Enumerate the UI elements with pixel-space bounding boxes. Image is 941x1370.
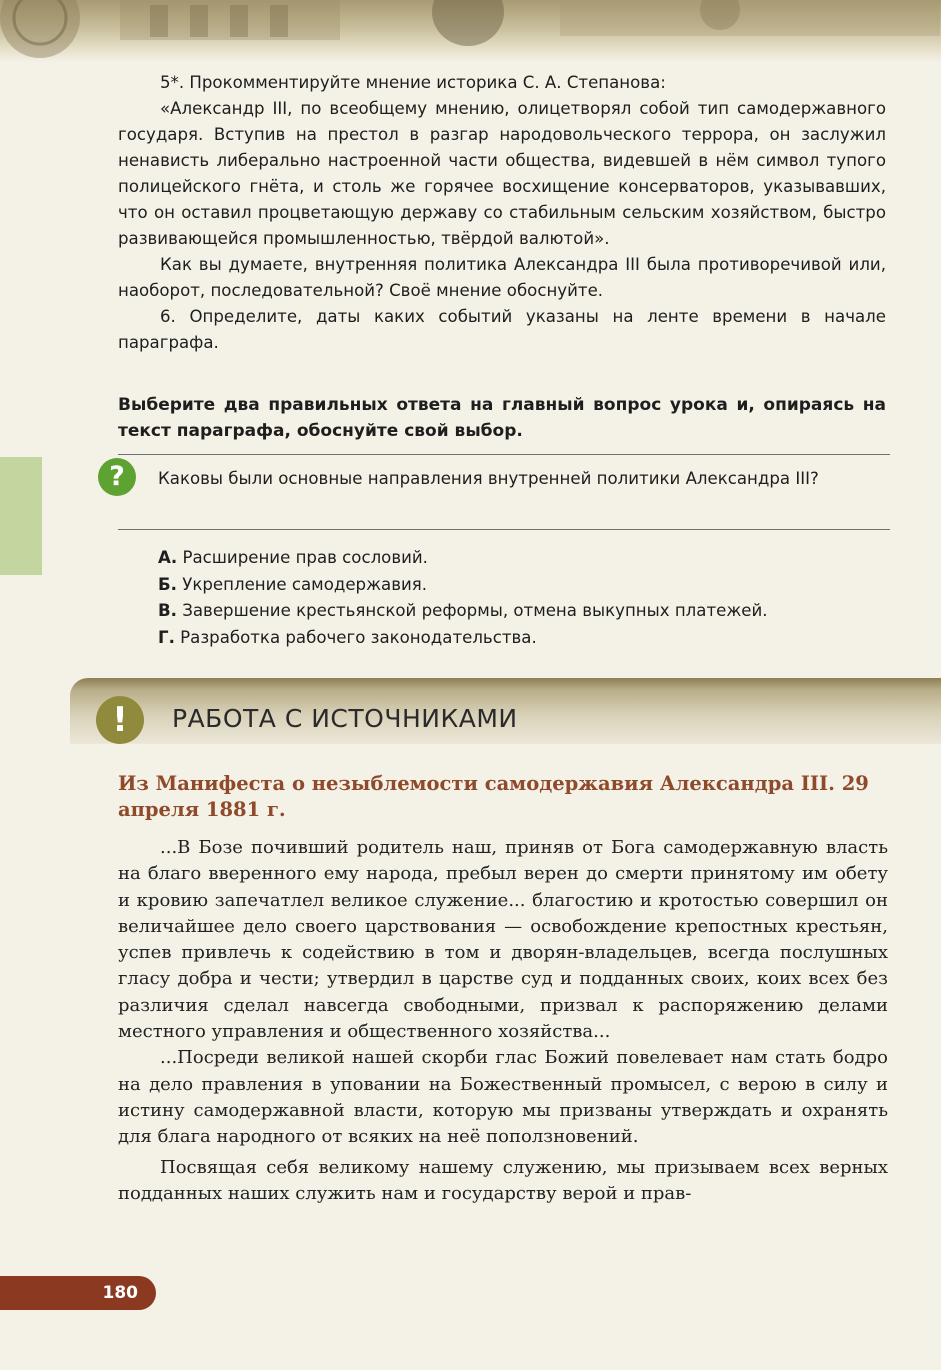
exclamation-icon: ! [96, 696, 144, 744]
answer-letter: Б. [158, 574, 177, 594]
answer-option [158, 545, 768, 572]
answer-text: Расширение прав сословий. [182, 548, 428, 567]
header-banner-image [0, 0, 941, 62]
answer-text: Разработка рабочего законодательства. [180, 627, 537, 647]
main-question: Каковы были основные направления внутренней политики Александра III? [158, 469, 819, 488]
choose-instruction-text: Выберите два правильных ответа на главный вопрос урока и, опираясь на текст параграфа, обоснуйте свой выбор. [118, 395, 886, 441]
source-paragraph: ...Посреди великой нашей скорби глас Божий повелевает нам стать бодро на дело правления в уповании на Божественный промысел, с верою в силу и истину самодержавной власти, которую мы призваны утверждать и охранять для блага народного от всяких на неё поползновений. [118, 1047, 888, 1148]
source-title: Из Манифеста о незыблемости самодержавия Александра III. 29 апреля 1881 г. [118, 772, 869, 821]
answer-letter: А. [158, 548, 178, 567]
answer-option [158, 625, 768, 652]
question-6: 6. Определите, даты каких событий указаны на ленте времени в начале параграфа. [118, 307, 886, 352]
question-5-quote: «Александр III, по всеобщему мнению, олицетворял собой тип самодержавного государя. Вступив на престол в разгар народовольческого террора, он заслужил ненависть либерально настроенной части общества, видевшей в нём символ тупого полицейского гнёта, и столь же горячее восхищение консерваторов, указывавших, что он оставил процветающую державу со стабильным сельским хозяйством, быстро развивающейся промышленностью, твёрдой валютой». [118, 99, 886, 248]
section-title: РАБОТА С ИСТОЧНИКАМИ [172, 704, 518, 733]
choose-instruction [0, 392, 941, 444]
answer-text: Завершение крестьянской реформы, отмена выкупных платежей. [182, 601, 768, 621]
divider-top [118, 454, 890, 455]
answer-list [158, 545, 768, 651]
answer-option [158, 572, 768, 599]
question-5-intro: 5*. Прокомментируйте мнение историка С. А. Степанова: [160, 73, 666, 92]
decorative-collage [0, 0, 941, 62]
side-tab [0, 457, 42, 575]
question-5-task: Как вы думаете, внутренняя политика Александра III была противоречивой или, наоборот, последовательной? Своё мнение обоснуйте. [118, 255, 886, 300]
answer-text: Укрепление самодержавия. [182, 574, 428, 594]
answer-letter: В. [158, 601, 177, 621]
page-number: 180 [102, 1283, 138, 1303]
answer-option [158, 598, 768, 625]
divider-bottom [118, 529, 890, 530]
page-number-tab [0, 1276, 156, 1310]
source-text [118, 835, 888, 1207]
source-paragraph: Посвящая себя великому нашему служению, мы призываем всех верных подданных наших служить нам и государству верой и прав- [118, 1156, 888, 1204]
question-5 [0, 70, 941, 356]
question-icon: ? [98, 458, 136, 496]
source-paragraph: ...В Бозе почивший родитель наш, приняв от Бога самодержавную власть на благо вверенного ему народа, пребыл верен до смерти принятому им обету и кровию запечатлел великое служение... благостию и кротостью совершил он величайшее дело своего царствования — освобождение крепостных крестьян, успев привлечь к содействию в том и дворян-владельцев, всегда послушных гласу добра и чести; утвердил в царстве суд и подданных своих, коих всех без различия сделал навсегда свободными, призвал к распоряжению делами местного управления и общественного хозяйства... [118, 837, 888, 1043]
answer-letter: Г. [158, 627, 175, 647]
